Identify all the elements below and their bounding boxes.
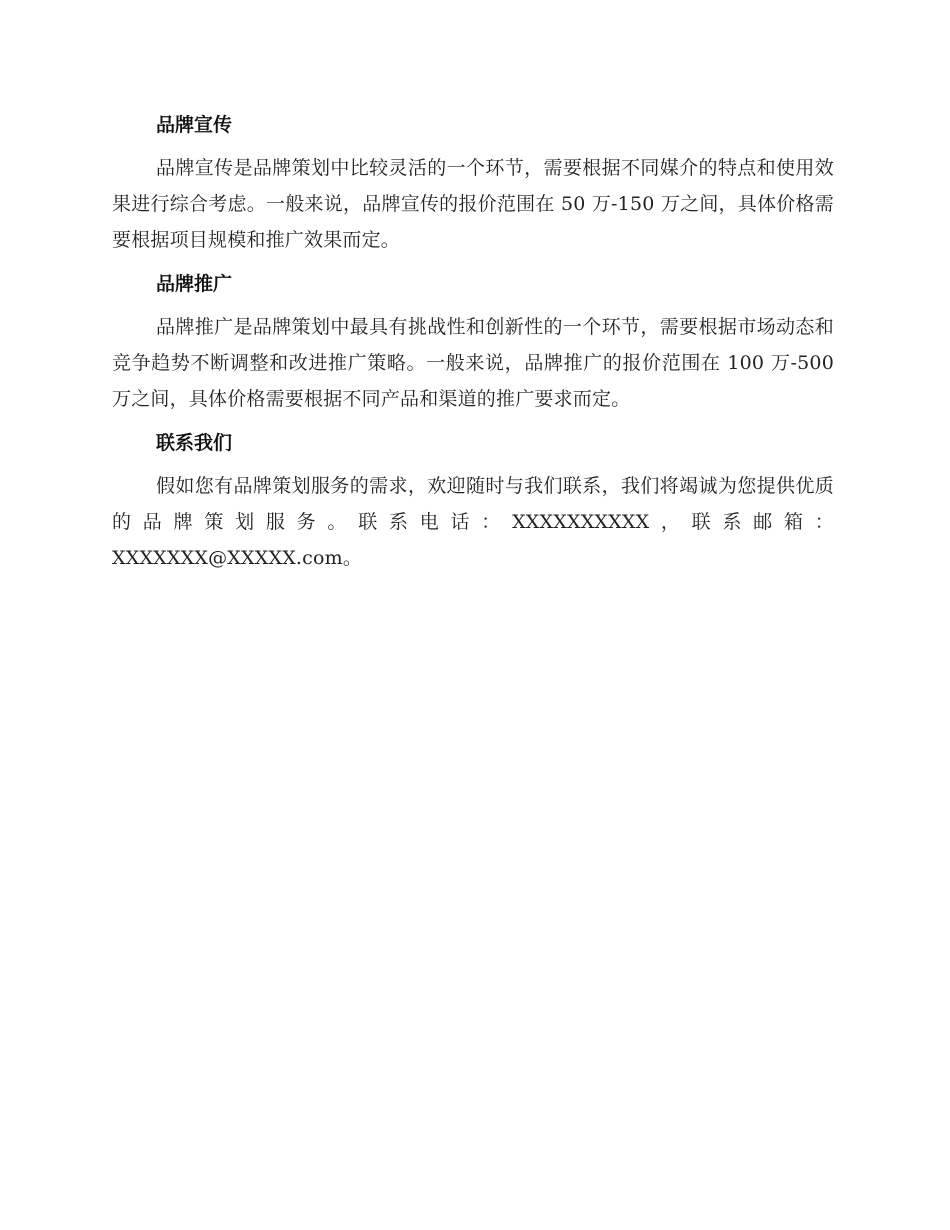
section-heading-contact-us: 联系我们: [156, 432, 233, 454]
section-body-brand-promotion: 品牌推广是品牌策划中最具有挑战性和创新性的一个环节，需要根据市场动态和竞争趋势不断调整和改进推广策略。一般来说，品牌推广的报价范围在 100 万-500 万之间，具体价格需要根据不同产品和渠道的推广要求而定。: [112, 316, 834, 410]
section-heading-brand-promotion: 品牌推广: [156, 273, 233, 295]
section-heading-brand-publicity: 品牌宣传: [156, 114, 233, 136]
document-content: [112, 110, 834, 587]
section-body-brand-publicity: 品牌宣传是品牌策划中比较灵活的一个环节，需要根据不同媒介的特点和使用效果进行综合考虑。一般来说，品牌宣传的报价范围在 50 万-150 万之间，具体价格需要根据项目规模和推广效果而定。: [112, 157, 834, 251]
section-body-contact-us: 假如您有品牌策划服务的需求，欢迎随时与我们联系，我们将竭诚为您提供优质的品牌策划服务。联系电话：XXXXXXXXXX，联系邮箱：XXXXXXX@XXXXX.com。: [112, 475, 834, 569]
